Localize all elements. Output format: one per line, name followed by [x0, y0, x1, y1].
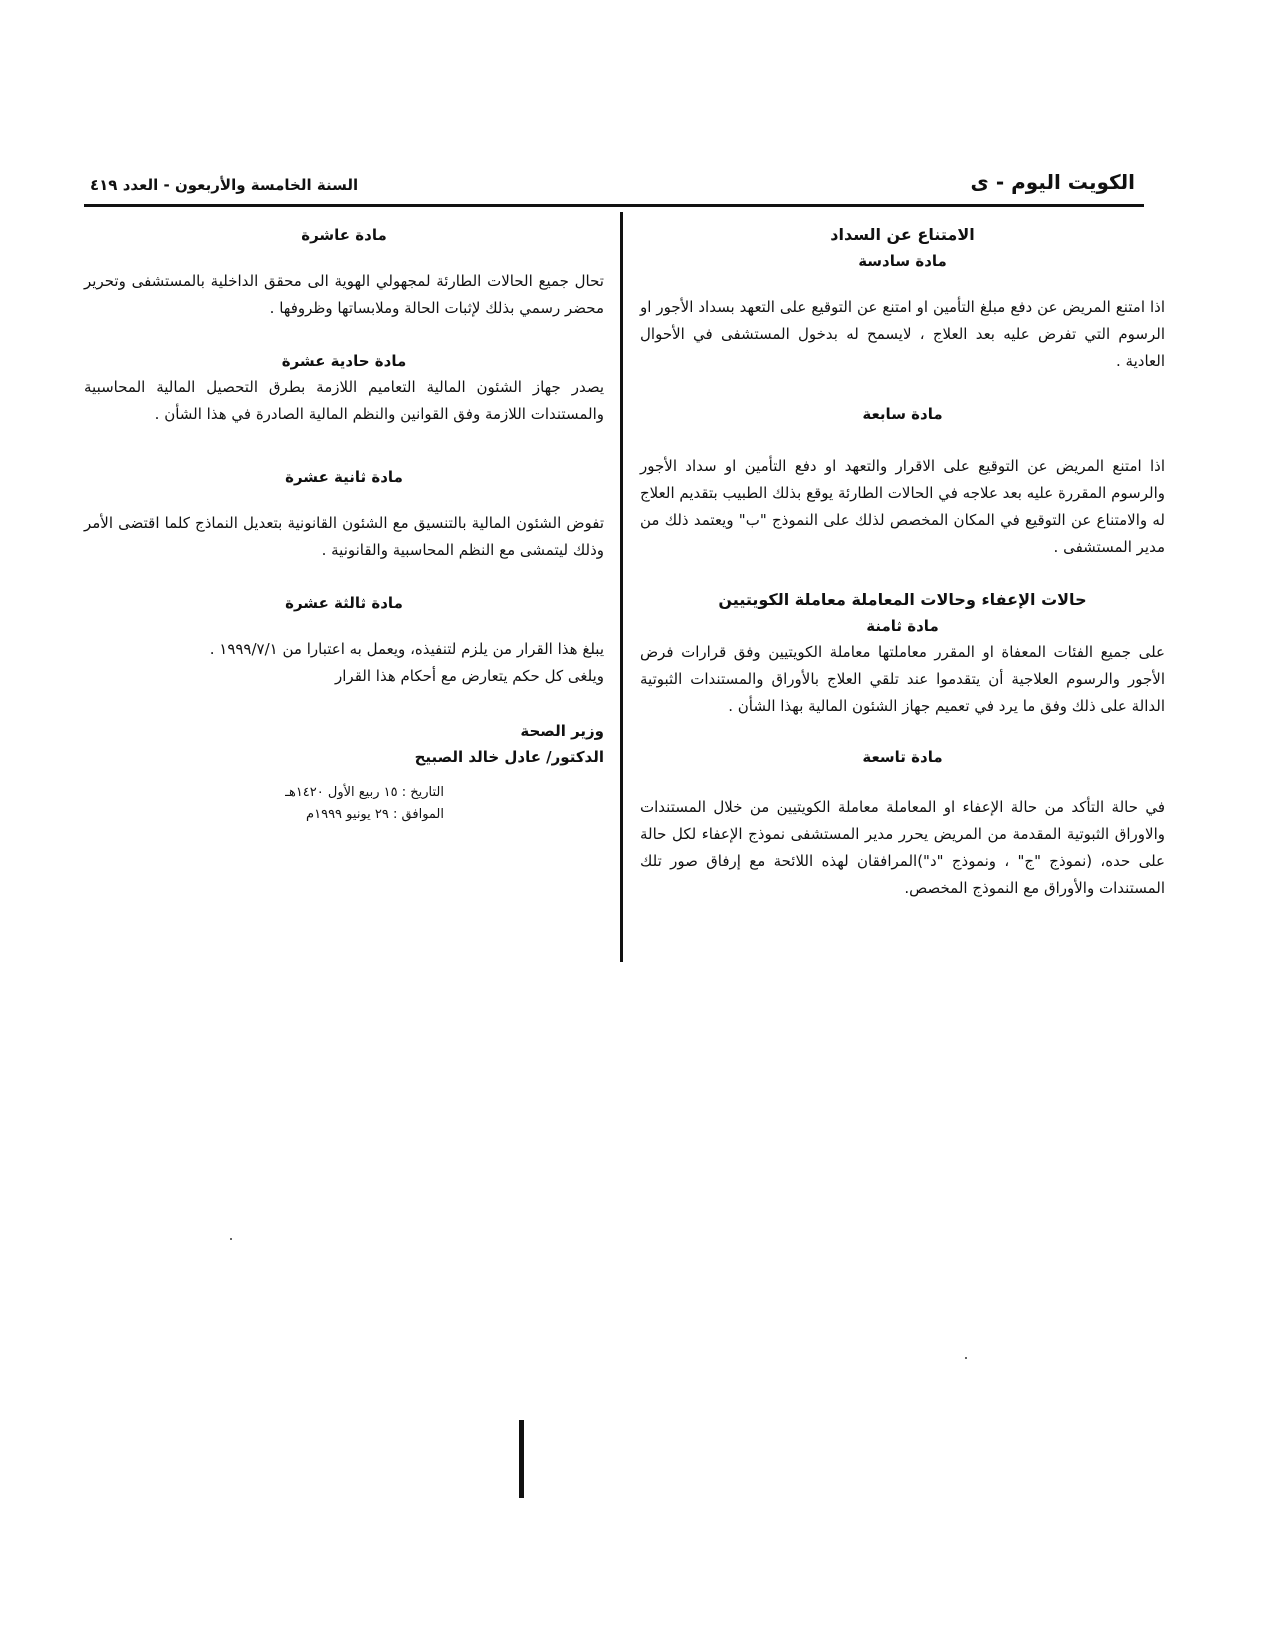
date-block: [84, 782, 444, 826]
section-title-exemption: حالات الإعفاء وحالات المعاملة معاملة الكويتيين: [718, 590, 1087, 609]
header-rule: [84, 204, 1144, 207]
article-7-title: مادة سابعة: [862, 405, 943, 423]
signature-block: [84, 718, 604, 770]
right-column: [640, 222, 1165, 902]
column-divider: [620, 212, 623, 962]
publication-name: الكويت اليوم - ى: [970, 170, 1135, 194]
article-13-text-1: يبلغ هذا القرار من يلزم لتنفيذه، ويعمل به اعتبارا من ١٩٩٩/٧/١ .: [209, 640, 604, 658]
scan-speck: [965, 1357, 967, 1359]
signature-name: الدكتور/ عادل خالد الصبيح: [414, 748, 604, 766]
article-6-title: مادة سادسة: [858, 252, 947, 270]
article-13-title: مادة ثالثة عشرة: [285, 594, 403, 612]
issue-info: السنة الخامسة والأربعون - العدد ٤١٩: [90, 176, 359, 194]
article-9-title: مادة تاسعة: [862, 748, 943, 766]
article-13-text-2: ويلغى كل حكم يتعارض مع أحكام هذا القرار: [335, 667, 604, 685]
section-title-nonpayment: الامتناع عن السداد: [830, 225, 975, 244]
article-8-title: مادة ثامنة: [866, 617, 939, 635]
article-10-title: مادة عاشرة: [301, 226, 387, 244]
article-12-title: مادة ثانية عشرة: [285, 468, 403, 486]
article-12-text: تفوض الشئون المالية بالتنسيق مع الشئون القانونية بتعديل النماذج كلما اقتضى الأمر وذلك ليتمشى مع النظم المحاسبية والقانونية .: [84, 514, 604, 559]
scan-speck: [230, 1238, 232, 1240]
article-11-text: يصدر جهاز الشئون المالية التعاميم اللازمة بطرق التحصيل المالية المحاسبية والمستندات اللازمة وفق القوانين والنظم المالية الصادرة في هذا الشأن .: [84, 378, 604, 423]
left-column: [84, 222, 604, 826]
date-gregorian: الموافق : ٢٩ يونيو ١٩٩٩م: [306, 807, 444, 822]
article-10-text: تحال جميع الحالات الطارئة لمجهولي الهوية الى محقق الداخلية بالمستشفى وتحرير محضر رسمي بذلك لإثبات الحالة وملابساتها وظروفها .: [84, 272, 604, 317]
date-hijri: التاريخ : ١٥ ربيع الأول ١٤٢٠هـ: [285, 785, 444, 800]
scan-mark: [519, 1420, 524, 1498]
article-9-text: في حالة التأكد من حالة الإعفاء او المعاملة معاملة الكويتيين من خلال المستندات والاوراق الثبوتية المقدمة من المريض يحرر مدير المستشفى نموذج الإعفاء لكل حالة على حده، (نموذج "ج" ، ونموذج "د")المرافقان لهذه اللائحة مع إرفاق صور تلك المستندات والأوراق مع النموذج المخصص.: [640, 798, 1165, 897]
signature-role: وزير الصحة: [520, 722, 604, 740]
article-6-text: اذا امتنع المريض عن دفع مبلغ التأمين او امتنع عن التوقيع على التعهد بسداد الأجور او الرسوم التي تفرض عليه بعد العلاج ، لايسمح له بدخول المستشفى في الأحوال العادية .: [640, 298, 1165, 370]
article-11-title: مادة حادية عشرة: [281, 352, 407, 370]
article-7-text: اذا امتنع المريض عن التوقيع على الاقرار والتعهد او دفع التأمين او سداد الأجور والرسوم المقررة عليه بعد علاجه في الحالات الطارئة يوقع بذلك الطبيب بتقديم العلاج له والامتناع عن التوقيع في المكان المخصص لذلك على النموذج "ب" ويعتمد ذلك من مدير المستشفى .: [640, 457, 1165, 556]
article-8-text: على جميع الفئات المعفاة او المقرر معاملتها معاملة الكويتيين وفق قرارات فرض الأجور والرسوم العلاجية أن يتقدموا عند تلقي العلاج بالأوراق والمستندات الثبوتية الدالة على ذلك وفق ما يرد في تعميم جهاز الشئون المالية بهذا الشأن .: [640, 643, 1165, 715]
